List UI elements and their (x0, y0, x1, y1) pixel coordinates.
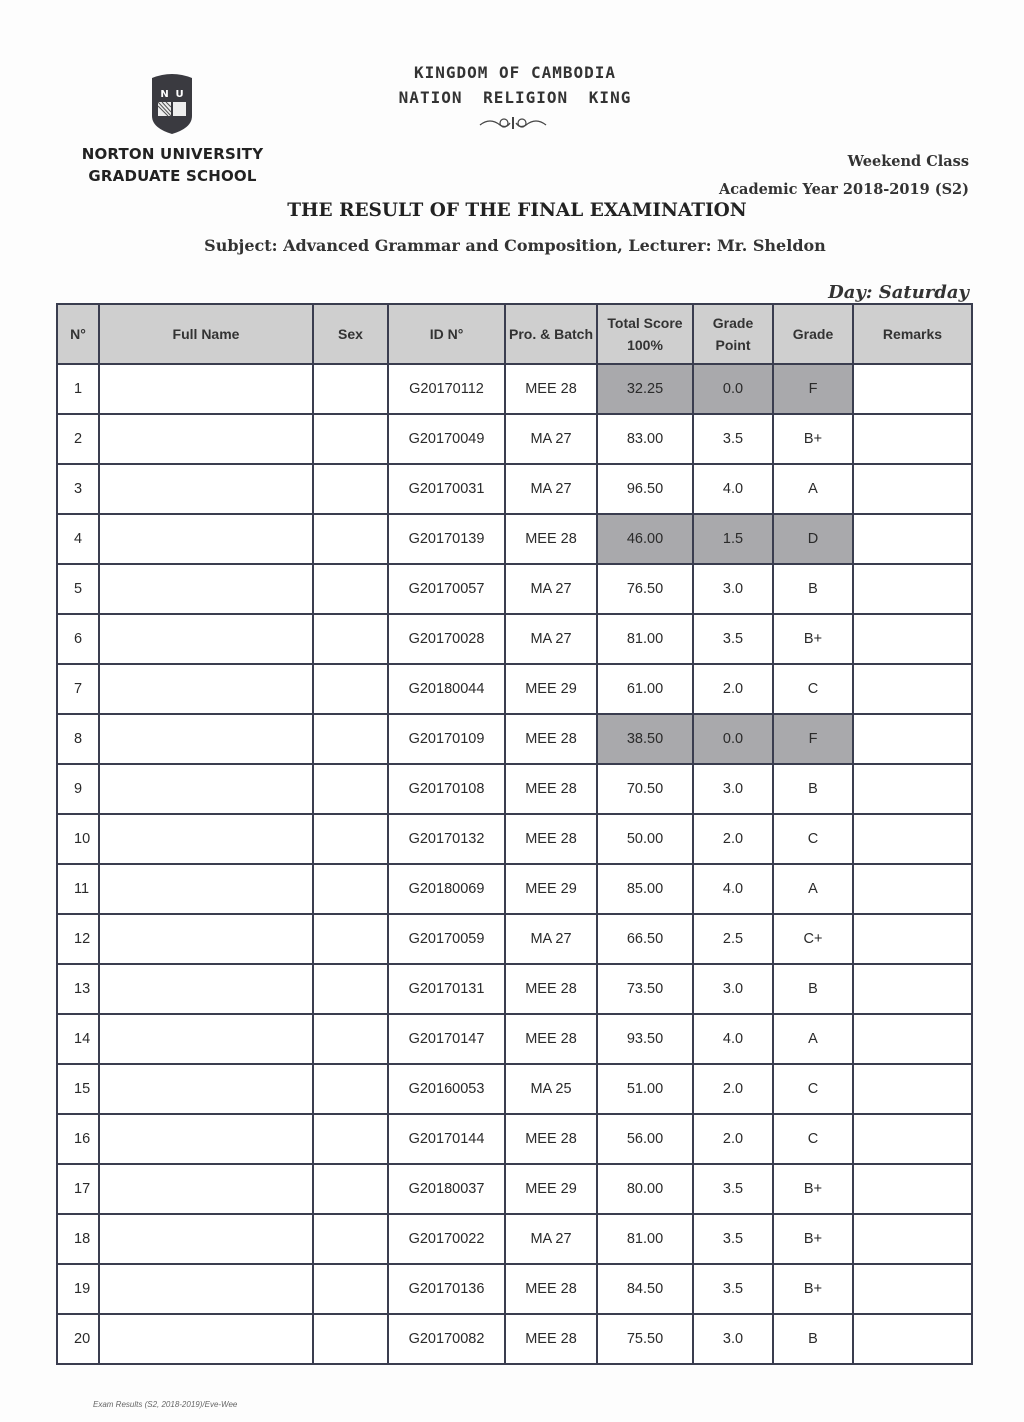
table-row (57, 614, 972, 664)
cell-sex (313, 364, 388, 414)
cell-grade: C+ (773, 914, 853, 964)
cell-remarks (853, 1064, 972, 1114)
cell-number: 3 (57, 464, 99, 514)
cell-remarks (853, 814, 972, 864)
cell-program-batch: MA 27 (505, 1214, 597, 1264)
cell-remarks (853, 1214, 972, 1264)
cell-grade: F (773, 714, 853, 764)
cell-total-score: 46.00 (597, 514, 693, 564)
cell-grade: B (773, 1314, 853, 1364)
col-header-sex: Sex (313, 304, 388, 364)
document-title: THE RESULT OF THE FINAL EXAMINATION (287, 200, 747, 221)
cell-remarks (853, 514, 972, 564)
cell-full-name (99, 1014, 313, 1064)
cell-id: G20170031 (388, 464, 505, 514)
cell-id: G20170049 (388, 414, 505, 464)
cell-remarks (853, 614, 972, 664)
cell-grade-point: 2.5 (693, 914, 773, 964)
cell-grade-point: 3.0 (693, 964, 773, 1014)
cell-grade-point: 2.0 (693, 1064, 773, 1114)
cell-number: 18 (57, 1214, 99, 1264)
cell-program-batch: MEE 28 (505, 1264, 597, 1314)
cell-grade: F (773, 364, 853, 414)
table-row (57, 664, 972, 714)
cell-sex (313, 1064, 388, 1114)
cell-number: 17 (57, 1164, 99, 1214)
cell-full-name (99, 1314, 313, 1364)
cell-program-batch: MEE 28 (505, 1014, 597, 1064)
cell-grade-point: 1.5 (693, 514, 773, 564)
cell-full-name (99, 764, 313, 814)
col-header-remarks: Remarks (853, 304, 972, 364)
cell-sex (313, 664, 388, 714)
cell-total-score: 70.50 (597, 764, 693, 814)
cell-grade-point: 3.5 (693, 1264, 773, 1314)
cell-total-score: 83.00 (597, 414, 693, 464)
cell-program-batch: MEE 28 (505, 1114, 597, 1164)
cell-sex (313, 464, 388, 514)
cell-remarks (853, 1114, 972, 1164)
kingdom-line1: KINGDOM OF CAMBODIA (413, 63, 617, 82)
table-row (57, 1214, 972, 1264)
cell-sex (313, 714, 388, 764)
col-header-full-name: Full Name (99, 304, 313, 364)
cell-total-score: 61.00 (597, 664, 693, 714)
cell-grade: B+ (773, 1264, 853, 1314)
cell-sex (313, 1264, 388, 1314)
table-row (57, 814, 972, 864)
cell-id: G20180044 (388, 664, 505, 714)
class-info (719, 148, 969, 204)
table-row (57, 1064, 972, 1114)
cell-grade: C (773, 1064, 853, 1114)
cell-grade: A (773, 1014, 853, 1064)
cell-total-score: 66.50 (597, 914, 693, 964)
cell-full-name (99, 364, 313, 414)
cell-grade: B (773, 564, 853, 614)
cell-program-batch: MEE 28 (505, 964, 597, 1014)
cell-grade-point: 2.0 (693, 814, 773, 864)
cell-remarks (853, 464, 972, 514)
table-row (57, 764, 972, 814)
table-row (57, 864, 972, 914)
cell-grade-point: 3.0 (693, 764, 773, 814)
cell-total-score: 56.00 (597, 1114, 693, 1164)
cell-grade-point: 0.0 (693, 714, 773, 764)
cell-remarks (853, 864, 972, 914)
cell-grade: B (773, 964, 853, 1014)
col-header-total-score-line2: 100% (627, 337, 663, 353)
cell-id: G20170082 (388, 1314, 505, 1364)
cell-program-batch: MEE 29 (505, 1164, 597, 1214)
cell-grade-point: 4.0 (693, 864, 773, 914)
cell-number: 11 (57, 864, 99, 914)
col-header-id: ID N° (388, 304, 505, 364)
cell-full-name (99, 614, 313, 664)
cell-id: G20170108 (388, 764, 505, 814)
cell-number: 10 (57, 814, 99, 864)
results-table-body (57, 364, 972, 1364)
col-header-total-score-line1: Total Score (607, 315, 683, 331)
cell-sex (313, 914, 388, 964)
cell-grade-point: 3.5 (693, 614, 773, 664)
exam-day: Day: Saturday (828, 282, 969, 303)
cell-total-score: 81.00 (597, 614, 693, 664)
cell-full-name (99, 664, 313, 714)
cell-remarks (853, 1164, 972, 1214)
cell-program-batch: MEE 28 (505, 1314, 597, 1364)
cell-sex (313, 614, 388, 664)
cell-id: G20180069 (388, 864, 505, 914)
cell-program-batch: MEE 28 (505, 514, 597, 564)
cell-grade: A (773, 464, 853, 514)
cell-grade: C (773, 664, 853, 714)
cell-id: G20170057 (388, 564, 505, 614)
cell-program-batch: MA 27 (505, 614, 597, 664)
cell-program-batch: MEE 28 (505, 814, 597, 864)
university-name (70, 143, 275, 187)
cell-grade-point: 3.5 (693, 1214, 773, 1264)
cell-full-name (99, 1064, 313, 1114)
cell-full-name (99, 564, 313, 614)
class-type: Weekend Class (847, 153, 969, 170)
cell-remarks (853, 1264, 972, 1314)
cell-grade: D (773, 514, 853, 564)
university-name-line1: NORTON UNIVERSITY (81, 145, 264, 163)
cell-program-batch: MA 27 (505, 414, 597, 464)
cell-grade-point: 2.0 (693, 1114, 773, 1164)
cell-number: 20 (57, 1314, 99, 1364)
cell-full-name (99, 464, 313, 514)
table-row (57, 964, 972, 1014)
cell-program-batch: MA 25 (505, 1064, 597, 1114)
cell-remarks (853, 714, 972, 764)
cell-sex (313, 1214, 388, 1264)
cell-program-batch: MA 27 (505, 564, 597, 614)
cell-id: G20170139 (388, 514, 505, 564)
cell-program-batch: MEE 28 (505, 764, 597, 814)
cell-total-score: 84.50 (597, 1264, 693, 1314)
cell-remarks (853, 664, 972, 714)
table-header-row (57, 304, 972, 364)
cell-remarks (853, 414, 972, 464)
table-row (57, 1314, 972, 1364)
cell-full-name (99, 514, 313, 564)
cell-program-batch: MEE 29 (505, 864, 597, 914)
cell-id: G20170059 (388, 914, 505, 964)
cell-grade-point: 2.0 (693, 664, 773, 714)
cell-number: 1 (57, 364, 99, 414)
cell-grade: B+ (773, 614, 853, 664)
cell-total-score: 50.00 (597, 814, 693, 864)
cell-total-score: 80.00 (597, 1164, 693, 1214)
logo-letter-u: U (175, 89, 184, 100)
cell-sex (313, 414, 388, 464)
cell-sex (313, 514, 388, 564)
results-table (56, 303, 973, 1365)
cell-id: G20170022 (388, 1214, 505, 1264)
table-row (57, 364, 972, 414)
cell-sex (313, 864, 388, 914)
col-header-total-score (597, 304, 693, 364)
cell-number: 15 (57, 1064, 99, 1114)
cell-total-score: 76.50 (597, 564, 693, 614)
col-header-grade-point-line2: Point (715, 337, 751, 353)
cell-grade: B (773, 764, 853, 814)
cell-id: G20170028 (388, 614, 505, 664)
cell-number: 8 (57, 714, 99, 764)
table-row (57, 714, 972, 764)
cell-full-name (99, 964, 313, 1014)
cell-full-name (99, 714, 313, 764)
cell-id: G20170132 (388, 814, 505, 864)
cell-sex (313, 1114, 388, 1164)
cell-id: G20170144 (388, 1114, 505, 1164)
cell-grade-point: 4.0 (693, 464, 773, 514)
cell-number: 12 (57, 914, 99, 964)
cell-number: 7 (57, 664, 99, 714)
cell-remarks (853, 1314, 972, 1364)
table-row (57, 564, 972, 614)
cell-grade: C (773, 1114, 853, 1164)
cell-full-name (99, 814, 313, 864)
table-row (57, 414, 972, 464)
table-row (57, 464, 972, 514)
cell-number: 16 (57, 1114, 99, 1164)
cell-remarks (853, 914, 972, 964)
cell-number: 6 (57, 614, 99, 664)
cell-remarks (853, 964, 972, 1014)
cell-total-score: 73.50 (597, 964, 693, 1014)
cell-full-name (99, 914, 313, 964)
col-header-grade-point-line1: Grade (712, 315, 754, 331)
col-header-number: N° (57, 304, 99, 364)
cell-remarks (853, 1014, 972, 1064)
col-header-grade: Grade (773, 304, 853, 364)
cell-total-score: 85.00 (597, 864, 693, 914)
col-header-grade-point (693, 304, 773, 364)
cell-number: 4 (57, 514, 99, 564)
cell-program-batch: MA 27 (505, 464, 597, 514)
cell-program-batch: MEE 29 (505, 664, 597, 714)
cell-sex (313, 764, 388, 814)
cell-total-score: 51.00 (597, 1064, 693, 1114)
cell-number: 9 (57, 764, 99, 814)
cell-grade: C (773, 814, 853, 864)
cell-number: 5 (57, 564, 99, 614)
cell-grade: B+ (773, 1164, 853, 1214)
academic-year: Academic Year 2018-2019 (S2) (718, 181, 969, 198)
cell-grade-point: 3.0 (693, 564, 773, 614)
table-row (57, 1014, 972, 1064)
cell-grade: B+ (773, 414, 853, 464)
subject-line: Subject: Advanced Grammar and Composition, Lecturer: Mr. Sheldon (204, 236, 826, 255)
cell-id: G20170109 (388, 714, 505, 764)
decorative-ornament-icon (478, 113, 548, 133)
cell-number: 14 (57, 1014, 99, 1064)
kingdom-heading (360, 60, 670, 110)
cell-id: G20170131 (388, 964, 505, 1014)
cell-full-name (99, 1214, 313, 1264)
cell-grade: A (773, 864, 853, 914)
cell-program-batch: MEE 28 (505, 714, 597, 764)
cell-program-batch: MEE 28 (505, 364, 597, 414)
cell-grade: B+ (773, 1214, 853, 1264)
cell-number: 13 (57, 964, 99, 1014)
cell-grade-point: 3.5 (693, 1164, 773, 1214)
cell-total-score: 81.00 (597, 1214, 693, 1264)
cell-full-name (99, 864, 313, 914)
cell-id: G20170147 (388, 1014, 505, 1064)
cell-program-batch: MA 27 (505, 914, 597, 964)
logo-letter-n: N (160, 89, 169, 100)
cell-full-name (99, 1264, 313, 1314)
cell-remarks (853, 564, 972, 614)
university-name-line2: GRADUATE SCHOOL (88, 167, 257, 185)
cell-sex (313, 964, 388, 1014)
cell-sex (313, 1014, 388, 1064)
cell-total-score: 96.50 (597, 464, 693, 514)
cell-total-score: 32.25 (597, 364, 693, 414)
cell-total-score: 75.50 (597, 1314, 693, 1364)
table-row (57, 914, 972, 964)
cell-full-name (99, 1114, 313, 1164)
cell-full-name (99, 1164, 313, 1214)
footer-reference: Exam Results (S2, 2018-2019)/Eve-Wee (93, 1400, 238, 1409)
cell-total-score: 38.50 (597, 714, 693, 764)
cell-grade-point: 4.0 (693, 1014, 773, 1064)
cell-remarks (853, 364, 972, 414)
university-crest-icon (148, 72, 196, 136)
table-row (57, 514, 972, 564)
table-row (57, 1114, 972, 1164)
cell-number: 2 (57, 414, 99, 464)
cell-id: G20160053 (388, 1064, 505, 1114)
cell-id: G20180037 (388, 1164, 505, 1214)
cell-full-name (99, 414, 313, 464)
cell-sex (313, 1314, 388, 1364)
table-row (57, 1164, 972, 1214)
cell-id: G20170136 (388, 1264, 505, 1314)
cell-grade-point: 3.0 (693, 1314, 773, 1364)
cell-id: G20170112 (388, 364, 505, 414)
col-header-program-batch: Pro. & Batch (505, 304, 597, 364)
cell-number: 19 (57, 1264, 99, 1314)
cell-total-score: 93.50 (597, 1014, 693, 1064)
cell-remarks (853, 764, 972, 814)
cell-sex (313, 814, 388, 864)
cell-sex (313, 1164, 388, 1214)
kingdom-line2: NATION RELIGION KING (398, 88, 632, 107)
table-row (57, 1264, 972, 1314)
cell-grade-point: 0.0 (693, 364, 773, 414)
cell-grade-point: 3.5 (693, 414, 773, 464)
cell-sex (313, 564, 388, 614)
